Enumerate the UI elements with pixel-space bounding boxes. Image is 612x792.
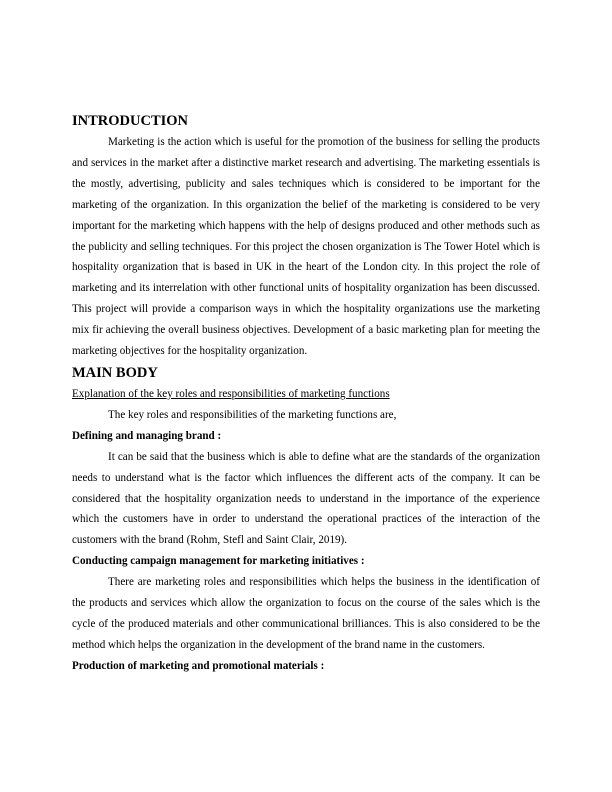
section-intro: The key roles and responsibilities of the marketing functions are,: [108, 408, 397, 421]
introduction-paragraph: Marketing is the action which is useful for the promotion of the business for selling the products and services in the market after a distinctive market research and advertising. The marketing essentials is the mostly, advertising, publicity and sales techniques which is considered to be important for the marketing of the organization. In this organization the belief of the marketing is considered to be very important for the marketing which happens with the help of designs produced and other methods such as the publicity and selling techniques. For this project the chosen organization is The Tower Hotel which is hospitality organization that is based in UK in the heart of the London city. In this project the role of marketing and its interrelation with other functional units of hospitality organization has been discussed. This project will provide a comparison ways in which the hospitality organizations use the marketing mix fir achieving the overall business objectives. Development of a basic marketing plan for meeting the marketing objectives for the hospitality organization.: [72, 136, 540, 358]
subsection-title-brand: Defining and managing brand :: [72, 429, 222, 442]
subsection-text-brand: It can be said that the business which is able to define what are the standards of the organization needs to understand what is the factor which influences the different acts of the company. It can be considered that the hospitality organization needs to understand in the importance of the experience which the customers have in order to understand the operational practices of the interaction of the customers with the brand (Rohm, Stefl and Saint Clair, 2019).: [72, 450, 540, 547]
introduction-heading: INTRODUCTION: [72, 113, 189, 129]
subsection-title-campaign: Conducting campaign management for marketing initiatives :: [72, 555, 365, 568]
subsection-text-campaign: There are marketing roles and responsibilities which helps the business in the identification of the products and services which allow the organization to focus on the course of the sales which is the cycle of the produced materials and other communicational brilliances. This is also considered to be the method which helps the organization in the development of the brand name in the customers.: [72, 576, 540, 651]
document-page: [72, 112, 540, 677]
subsection-title-production: Production of marketing and promotional materials :: [72, 659, 325, 672]
section-title: Explanation of the key roles and responsibilities of marketing functions: [72, 387, 390, 400]
main-body-heading: MAIN BODY: [72, 364, 158, 381]
